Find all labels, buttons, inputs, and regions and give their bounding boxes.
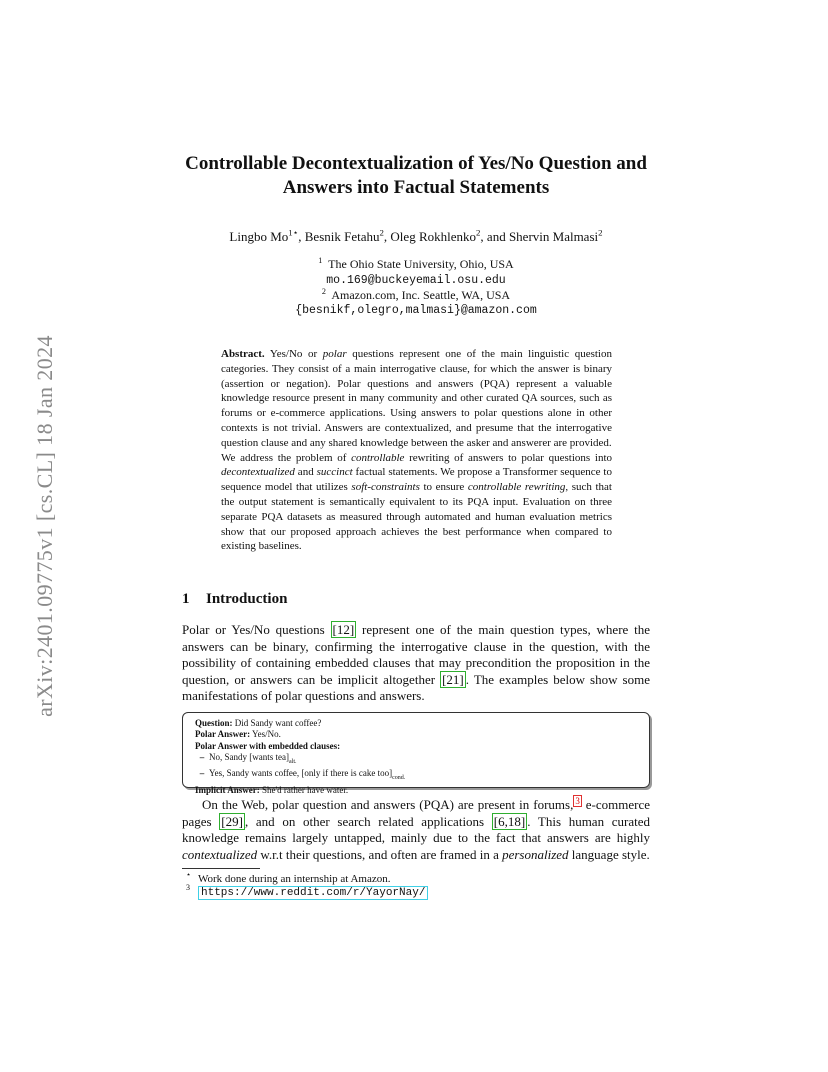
affiliation-1-mark: 1 [318,256,323,265]
example-subscript: cond. [392,775,406,782]
section-number: 1 [182,591,190,607]
body-text: On the Web, polar question and answers (PQA) are present in forums, [202,797,574,812]
example-item-1 [195,752,637,768]
intro-paragraph-1 [182,622,650,705]
abstract-emphasis: decontextualized [221,466,295,479]
abstract-label: Abstract. [221,348,265,360]
body-text: w.r.t their questions, and often are framed in a [257,846,503,862]
body-text: , and on other search related applications [244,813,492,829]
author-3-mark: 2 [476,227,481,238]
example-box [182,712,650,795]
abstract-text: questions represent one of the main linguistic question categories. They consist of a main interrogative clause, for which the answer is binary (assertion or negation). Polar questions and answers (PQA) represent a valuable knowledge resource present in many community and other curated QA sources, such as forums or e-commerce applications. Using answers to polar questions alone in other contexts is not trivial. Answers are contextualized, and presume that the interrogative question clause and any shared knowledge between the asker and answerer are provided. [221,348,612,449]
title-line-1: Controllable Decontextualization of Yes/No Question and [185,153,647,174]
affiliation-2-text: Amazon.com, Inc. Seattle, WA, USA [331,288,511,302]
footnote-1-text: Work done during an internship at Amazon. [198,873,391,885]
footnote-1: ⋆ Work done during an internship at Amazon. [186,870,391,885]
body-emphasis: contextualized [182,846,258,862]
body-emphasis: personalized [502,846,569,862]
citation-link[interactable]: [12] [332,622,355,637]
author-3: , Oleg Rokhlenko [383,229,476,244]
paper-title [150,152,682,200]
citation-link[interactable]: [29] [221,813,243,829]
body-text: . The examples below show some manifestations of polar questions and answers. [182,671,650,704]
example-text: Yes/No. [250,729,281,740]
footnote-url-link[interactable]: https://www.reddit.com/r/YayorNay/ [198,886,428,900]
title-line-2: Answers into Factual Statements [282,177,550,198]
abstract-emphasis: polar [322,348,347,360]
example-question [195,718,637,729]
author-list [150,229,682,245]
citation-link[interactable]: [21] [442,671,464,687]
body-text: language style. [568,846,650,862]
section-title: Introduction [206,591,288,607]
example-text: She'd rather have water. [259,784,349,795]
abstract-emphasis: controllable rewriting [467,481,566,494]
abstract [221,347,612,554]
body-text: e-commerce pages [182,797,651,829]
footnote-2: 3 https://www.reddit.com/r/YayorNay/ [186,886,428,899]
affiliation-1-email: mo.169@buckeyemail.osu.edu [326,274,506,287]
abstract-emphasis: soft-constraints [351,481,420,494]
example-text: Did Sandy want coffee? [232,718,322,728]
author-4-mark: 2 [598,227,603,238]
abstract-paragraph-2 [221,451,612,555]
abstract-text: Yes/No or [264,348,323,360]
body-text: . This human curated knowledge remains largely untapped, mainly due to the fact that answers are highly [182,813,651,846]
citation-link[interactable]: [6,18] [493,813,526,829]
example-text: Yes, Sandy wants coffee, [only if there is cake too] [209,768,393,779]
example-implicit-answer [195,785,637,796]
abstract-text: factual statements. We propose a Transformer sequence to sequence model that utilizes [221,466,612,494]
intro-paragraph-2 [182,797,650,863]
example-subscript: alt. [288,759,297,766]
abstract-text: We address the problem of [221,451,352,464]
example-label: Polar Answer with embedded clauses: [195,740,341,751]
bullet-dash: – [199,752,205,763]
abstract-text: , such that the output statement is semantically equivalent to its PQA input. Evaluation on three separate PQA datasets as measured through automated and human evaluation metrics show that our proposed approach achieves the best performance when compared to existing baselines. [221,481,612,553]
author-1: Lingbo Mo [229,229,289,244]
body-text: Polar or Yes/No questions [182,622,331,637]
author-2-mark: 2 [379,227,384,238]
abstract-emphasis: succinct [316,466,353,479]
example-label: Question: [195,718,233,728]
affiliation-2-email: {besnikf,olegro,malmasi}@amazon.com [295,304,537,317]
author-1-mark: 1⋆ [288,227,299,238]
example-polar-answer [195,729,637,740]
example-item-2 [195,768,637,784]
affiliation-2 [150,288,682,303]
body-text: represent one of the main question types, where the answers can be binary, confirming the interrogative clause in the question, with the possibility of containing embedded clauses that may precondition the proposition in the question, or answers can be implicit altogether [182,622,650,687]
example-label: Implicit Answer: [195,784,260,795]
example-text: No, Sandy [wants tea] [209,752,289,763]
section-heading [182,591,287,608]
abstract-text: to ensure [419,481,468,494]
arxiv-stamp: arXiv:2401.09775v1 [cs.CL] 18 Jan 2024 [32,335,57,717]
affiliation-1-text: The Ohio State University, Ohio, USA [328,257,514,271]
abstract-text: rewriting of answers to polar questions into [404,451,612,464]
footnote-divider [182,868,260,869]
abstract-paragraph-1 [221,347,612,451]
affiliation-1 [150,257,682,272]
bullet-dash: – [199,768,205,779]
example-label: Polar Answer: [195,729,251,740]
author-2: , Besnik Fetahu [298,229,380,244]
footnote-link[interactable]: 3 [575,795,580,806]
abstract-emphasis: controllable [351,451,405,464]
example-embedded-heading [195,741,637,752]
author-4: , and Shervin Malmasi [480,229,599,244]
abstract-text: and [294,466,317,479]
affiliation-2-mark: 2 [321,287,326,296]
